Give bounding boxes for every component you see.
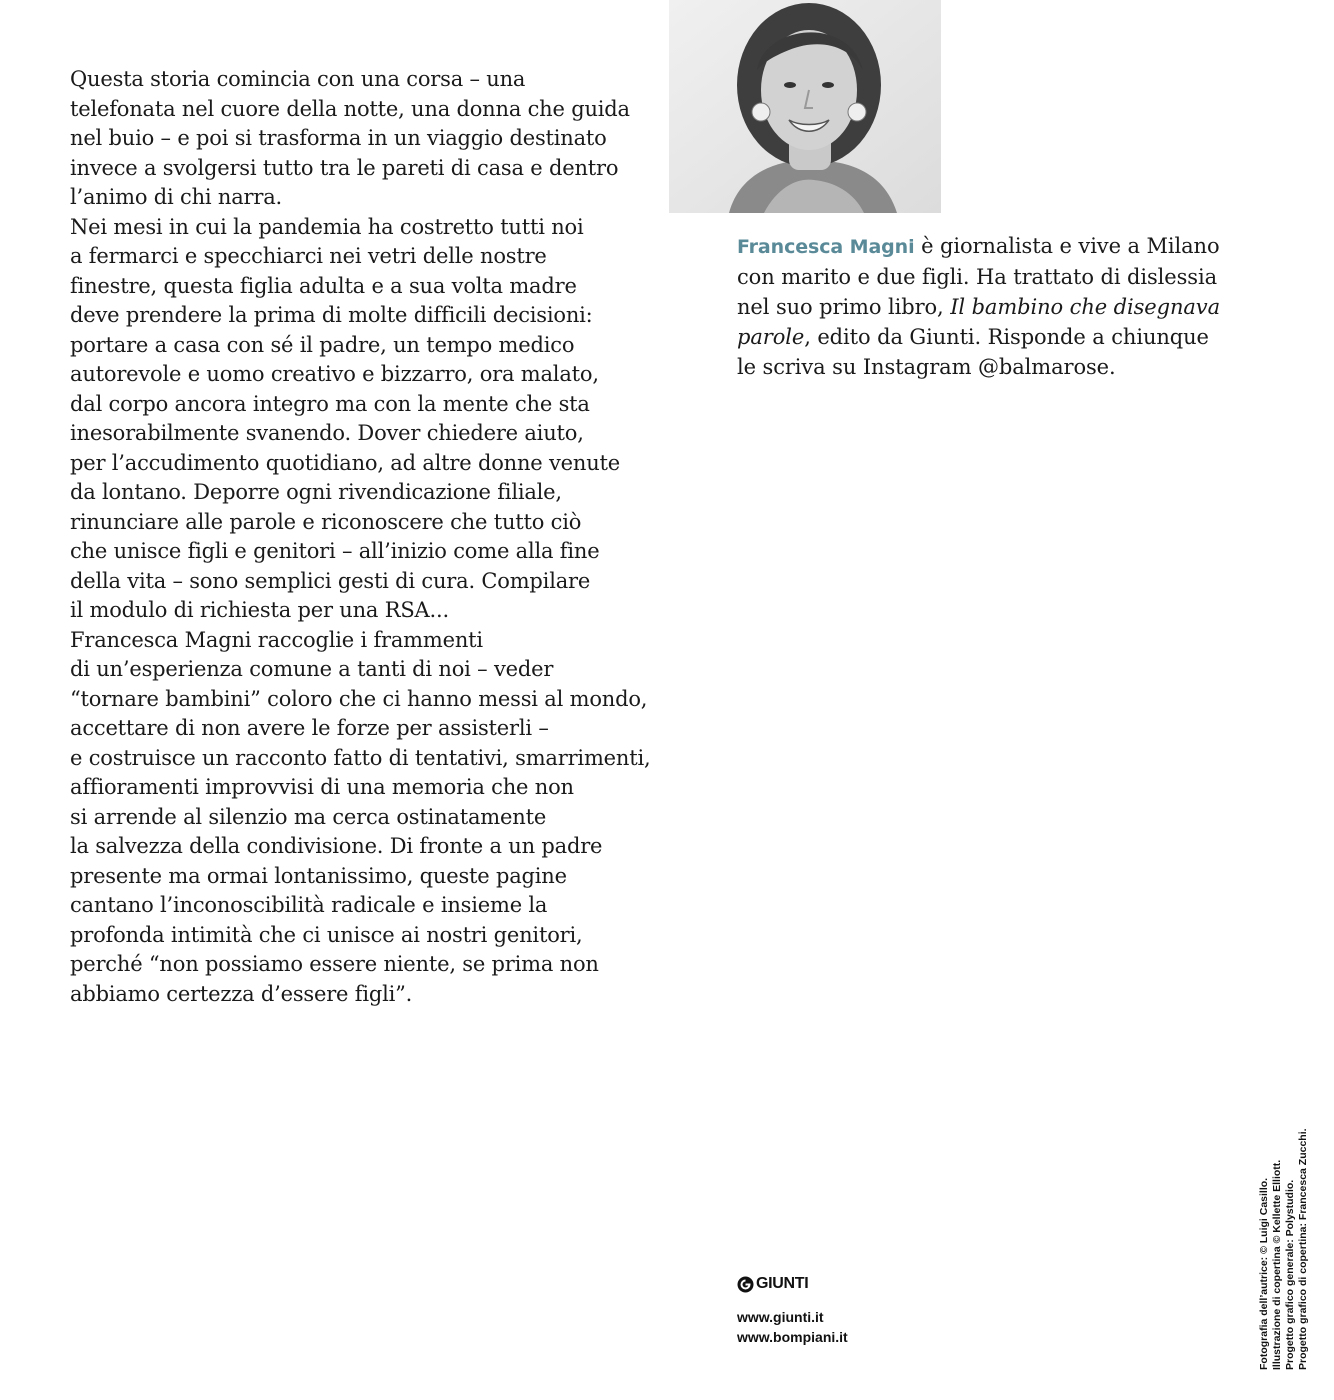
publisher-logo xyxy=(737,1275,848,1293)
credit-line: Fotografia dell’autrice: © Luigi Casillo. xyxy=(1258,1177,1270,1370)
bio-line-3-pre: nel suo primo libro, xyxy=(737,295,951,319)
synopsis-line: telefonata nel cuore della notte, una donna che guida xyxy=(70,96,630,121)
synopsis-line: deve prendere la prima di molte difficili decisioni: xyxy=(70,303,593,327)
synopsis-line: per l’accudimento quotidiano, ad altre donne venute xyxy=(70,450,620,475)
url-bompiani[interactable]: www.bompiani.it xyxy=(737,1329,848,1345)
book-title-part-1: Il bambino che disegnava xyxy=(950,295,1220,319)
image-credits xyxy=(1258,990,1310,1370)
synopsis-line: Nei mesi in cui la pandemia ha costretto tutti noi xyxy=(70,214,584,239)
synopsis-line: di un’esperienza comune a tanti di noi – veder xyxy=(70,657,554,681)
book-title-part-2: parole xyxy=(737,325,805,349)
synopsis-line: la salvezza della condivisione. Di fronte a un padre xyxy=(70,834,603,858)
synopsis-line: accettare di non avere le forze per assisterli – xyxy=(70,716,549,740)
synopsis-line: cantano l’inconoscibilità radicale e insieme la xyxy=(70,893,548,917)
author-bio xyxy=(737,231,1277,382)
bio-line-2: con marito e due figli. Ha trattato di dislessia xyxy=(737,265,1218,289)
synopsis-line: presente ma ormai lontanissimo, queste pagine xyxy=(70,863,567,888)
credit-line: Illustrazione di copertina © Kellette Elliott. xyxy=(1271,1159,1283,1370)
synopsis-line: portare a casa con sé il padre, un tempo medico xyxy=(70,332,575,357)
synopsis-line: autorevole e uomo creativo e bizzarro, ora malato, xyxy=(70,362,599,386)
author-portrait-icon xyxy=(669,0,941,213)
credit-line: Progetto grafico generale: Polystudio. xyxy=(1284,1179,1296,1370)
bio-line-5: le scriva su Instagram @balmarose. xyxy=(737,355,1116,379)
synopsis-line: a fermarci e specchiarci nei vetri delle nostre xyxy=(70,244,547,268)
bio-line-1-rest: è giornalista e vive a Milano xyxy=(914,234,1220,258)
synopsis-line: e costruisce un racconto fatto di tentativi, smarrimenti, xyxy=(70,745,651,770)
synopsis-line: l’animo di chi narra. xyxy=(70,185,283,209)
publisher-logo-text: GIUNTI xyxy=(756,1275,809,1292)
synopsis-line: invece a svolgersi tutto tra le pareti di casa e dentro xyxy=(70,155,619,180)
author-photo xyxy=(669,0,941,213)
synopsis-line: Francesca Magni raccoglie i frammenti xyxy=(70,627,483,652)
synopsis-line: “tornare bambini” coloro che ci hanno messi al mondo, xyxy=(70,686,648,711)
synopsis-line: affioramenti improvvisi di una memoria che non xyxy=(70,775,574,799)
synopsis-line: rinunciare alle parole e riconoscere che tutto ciò xyxy=(70,509,582,534)
synopsis-line: da lontano. Deporre ogni rivendicazione filiale, xyxy=(70,480,562,504)
synopsis-line: della vita – sono semplici gesti di cura. Compilare xyxy=(70,568,591,593)
synopsis-line: perché “non possiamo essere niente, se prima non xyxy=(70,952,599,976)
synopsis-line: nel buio – e poi si trasforma in un viaggio destinato xyxy=(70,126,607,150)
publisher-block xyxy=(737,1275,848,1347)
synopsis-line: il modulo di richiesta per una RSA... xyxy=(70,598,449,622)
bio-line-4 xyxy=(737,322,1277,352)
url-giunti[interactable]: www.giunti.it xyxy=(737,1309,824,1325)
bio-line-4-rest: , edito da Giunti. Risponde a chiunque xyxy=(804,325,1209,349)
synopsis-line: si arrende al silenzio ma cerca ostinatamente xyxy=(70,804,547,829)
synopsis-line: Questa storia comincia con una corsa – una xyxy=(70,67,526,91)
synopsis-line: inesorabilmente svanendo. Dover chiedere aiuto, xyxy=(70,421,584,445)
bio-line-3 xyxy=(737,292,1277,322)
synopsis-line: finestre, questa figlia adulta e a sua volta madre xyxy=(70,273,577,298)
bio-line-1 xyxy=(737,231,1277,262)
synopsis-line: che unisce figli e genitori – all’inizio come alla fine xyxy=(70,539,600,563)
synopsis-line: abbiamo certezza d’essere figli”. xyxy=(70,981,413,1006)
publisher-urls xyxy=(737,1307,848,1347)
synopsis-text xyxy=(70,65,651,1009)
author-name: Francesca Magni xyxy=(737,236,915,258)
giunti-logo-icon xyxy=(737,1276,754,1293)
credit-line: Progetto grafico di copertina: Francesca Zucchi. xyxy=(1297,1128,1309,1370)
synopsis-line: dal corpo ancora integro ma con la mente che sta xyxy=(70,391,590,416)
synopsis-line: profonda intimità che ci unisce ai nostri genitori, xyxy=(70,922,583,947)
